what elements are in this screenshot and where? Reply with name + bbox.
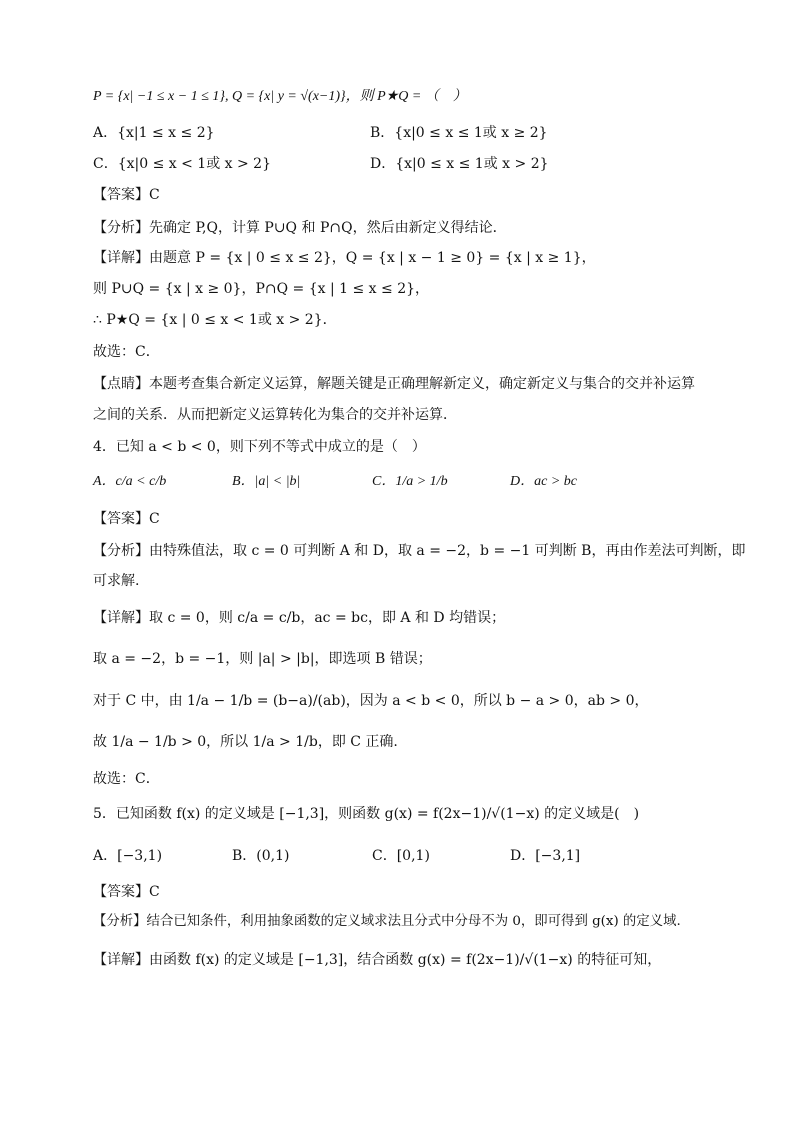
- q4-answer: 【答案】C: [93, 511, 160, 527]
- q4-detail-line-2: 取 a = −2，b = −1，则 |a| > |b|，即选项 B 错误；: [93, 651, 432, 667]
- q4-detail-line-1: 【详解】取 c = 0，则 c/a = c/b，ac = bc，即 A 和 D 均错误；: [93, 610, 506, 626]
- q3-option-d: D．{x|0 ≤ x ≤ 1或 x > 2}: [370, 156, 549, 172]
- q5-option-b: B．(0,1): [232, 848, 290, 864]
- q4-option-d: D．ac > bc: [510, 474, 577, 489]
- q5-detail: 【详解】由函数 f(x) 的定义域是 [−1,3]，结合函数 g(x) = f(2x−1)/√(1−x) 的特征可知，: [93, 952, 662, 968]
- q3-stem: P = {x| −1 ≤ x − 1 ≤ 1}, Q = {x| y = √(x−1)}，则 P★Q = （ ）: [93, 89, 467, 104]
- q4-detail-line-4: 故 1/a − 1/b > 0，所以 1/a > 1/b，即 C 正确.: [93, 734, 398, 750]
- q3-analysis: 【分析】先确定 P,Q，计算 P∪Q 和 P∩Q，然后由新定义得结论．: [93, 220, 507, 236]
- q3-comment-line-1: 【点睛】本题考查集合新定义运算，解题关键是正确理解新定义，确定新定义与集合的交并补运算: [93, 376, 695, 392]
- q5-option-a: A．[−3,1): [93, 848, 163, 864]
- q4-option-a: A．c/a < c/b: [93, 474, 167, 489]
- q3-option-c: C．{x|0 ≤ x < 1或 x > 2}: [93, 156, 271, 172]
- q4-conclusion: 故选：C．: [93, 771, 160, 787]
- q3-option-a: A．{x|1 ≤ x ≤ 2}: [93, 125, 215, 141]
- q4-option-c: C．1/a > 1/b: [372, 474, 448, 489]
- q3-detail-line-2: 则 P∪Q = {x | x ≥ 0}，P∩Q = {x | 1 ≤ x ≤ 2}，: [93, 281, 430, 297]
- q4-analysis-line-2: 可求解.: [93, 573, 140, 589]
- q5-analysis: 【分析】结合已知条件，利用抽象函数的定义域求法且分式中分母不为 0，即可得到 g(x) 的定义域.: [93, 914, 681, 929]
- q4-analysis-line-1: 【分析】由特殊值法，取 c = 0 可判断 A 和 D，取 a = −2，b = −1 可判断 B，再由作差法可判断，即: [93, 543, 746, 559]
- q4-detail-line-3: 对于 C 中，由 1/a − 1/b = (b−a)/(ab)，因为 a < b < 0，所以 b − a > 0，ab > 0，: [93, 693, 649, 709]
- q3-comment-line-2: 之间的关系．从而把新定义运算转化为集合的交并补运算．: [93, 407, 457, 423]
- q5-option-c: C．[0,1): [372, 848, 430, 864]
- q4-stem: 4．已知 a < b < 0，则下列不等式中成立的是（ ）: [93, 439, 426, 455]
- q3-detail-line-3: ∴ P★Q = {x | 0 ≤ x < 1或 x > 2}．: [93, 312, 337, 328]
- q3-detail-line-1: 【详解】由题意 P = {x | 0 ≤ x ≤ 2}，Q = {x | x − 1 ≥ 0} = {x | x ≥ 1}，: [93, 250, 596, 266]
- q5-stem: 5．已知函数 f(x) 的定义域是 [−1,3]，则函数 g(x) = f(2x−1)/√(1−x) 的定义域是( ): [93, 806, 640, 822]
- q4-option-b: B．|a| < |b|: [232, 474, 301, 489]
- q3-conclusion: 故选：C．: [93, 344, 160, 360]
- q3-option-b: B．{x|0 ≤ x ≤ 1或 x ≥ 2}: [370, 125, 548, 141]
- q5-answer: 【答案】C: [93, 884, 160, 900]
- q3-answer: 【答案】C: [93, 187, 160, 203]
- q5-option-d: D．[−3,1]: [510, 848, 581, 864]
